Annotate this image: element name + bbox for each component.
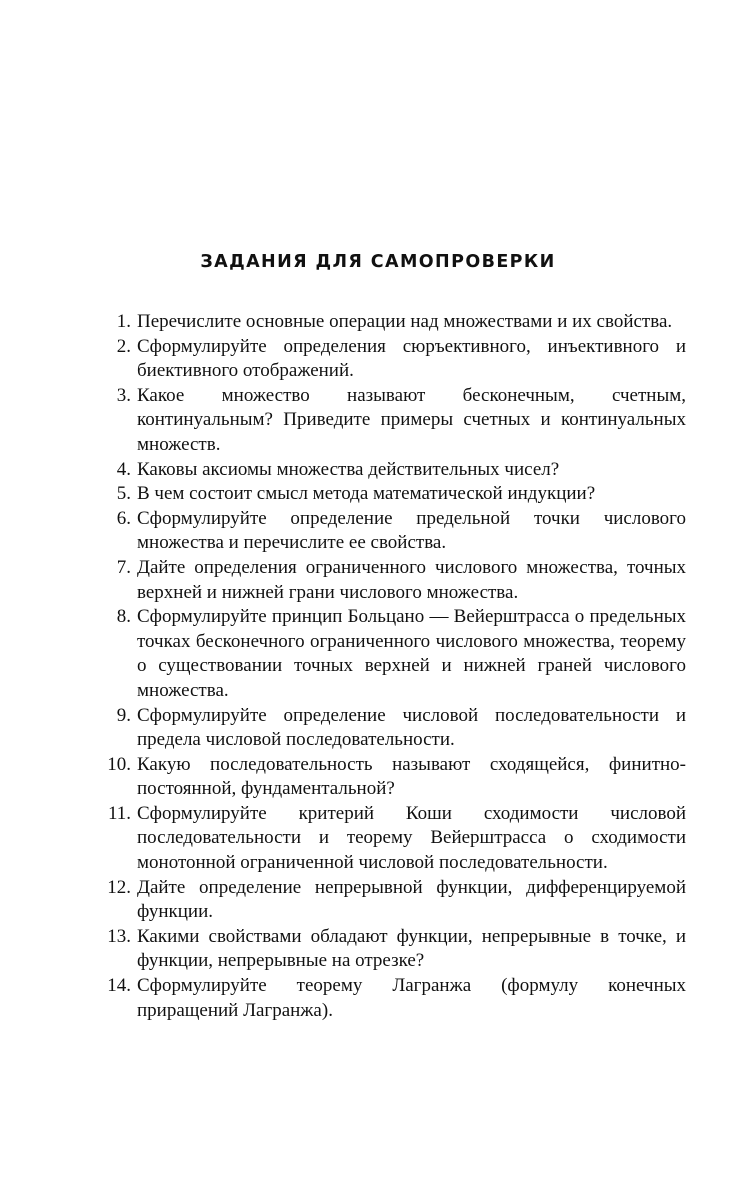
question-text: Дайте определения ограниченного числового множества, точных верхней и нижней грани числового множества. (137, 556, 686, 603)
question-item (100, 753, 686, 802)
question-item (100, 482, 686, 507)
question-text: Каковы аксиомы множества действительных чисел? (137, 458, 560, 480)
question-text: Дайте определение непрерывной функции, дифференцируемой функции. (137, 876, 686, 923)
question-number: 7. (116, 556, 131, 578)
question-item (100, 876, 686, 925)
question-number: 6. (116, 507, 131, 529)
question-text: Какими свойствами обладают функции, непрерывные в точке, и функции, непрерывные на отрезке? (137, 925, 686, 972)
question-text: Перечислите основные операции над множествами и их свойства. (137, 311, 673, 332)
question-text: Какую последовательность называют сходящейся, финитно-постоянной, фундаментальной? (137, 753, 686, 800)
question-number: 14. (107, 975, 131, 997)
question-number: 12. (107, 876, 131, 898)
question-text: Какое множество называют бесконечным, счетным, континуальным? Приведите примеры счетных и континуальных множеств. (137, 384, 686, 455)
question-number: 8. (116, 606, 131, 628)
question-number: 1. (116, 311, 131, 332)
section-title: ЗАДАНИЯ ДЛЯ САМОПРОВЕРКИ (200, 252, 556, 272)
question-number: 13. (107, 925, 131, 947)
question-text: Сформулируйте определения сюръективного, инъективного и биективного отображений. (137, 335, 686, 382)
question-number: 11. (107, 802, 131, 824)
question-number: 3. (116, 384, 131, 406)
question-item (100, 384, 686, 458)
question-text: Сформулируйте принцип Больцано — Вейерштрасса о предельных точках бесконечного ограниченного числового множества, теорему о существовании точных верхней и нижней граней числового множества. (137, 606, 686, 701)
question-item (100, 974, 686, 1023)
question-text: Сформулируйте критерий Коши сходимости числовой последовательности и теорему Вейерштрасса о сходимости монотонной ограниченной числовой последовательности. (137, 802, 686, 874)
question-item (100, 507, 686, 556)
question-item (100, 556, 686, 605)
question-item (100, 605, 686, 703)
question-list (100, 310, 686, 1023)
question-number: 5. (116, 483, 131, 505)
question-item (100, 802, 686, 876)
question-number: 4. (116, 458, 131, 480)
question-item (100, 925, 686, 974)
question-text: Сформулируйте определение числовой последовательности и предела числовой последовательности. (137, 704, 686, 751)
question-item (100, 704, 686, 753)
question-item (100, 335, 686, 384)
question-item (100, 310, 686, 335)
question-text: Сформулируйте определение предельной точки числового множества и перечислите ее свойства. (137, 507, 686, 554)
question-number: 2. (116, 335, 131, 357)
question-text: Сформулируйте теорему Лагранжа (формулу конечных приращений Лагранжа). (137, 975, 686, 1021)
question-number: 10. (107, 753, 131, 775)
question-item (100, 458, 686, 483)
question-number: 9. (116, 704, 131, 726)
question-text: В чем состоит смысл метода математической индукции? (137, 483, 596, 505)
